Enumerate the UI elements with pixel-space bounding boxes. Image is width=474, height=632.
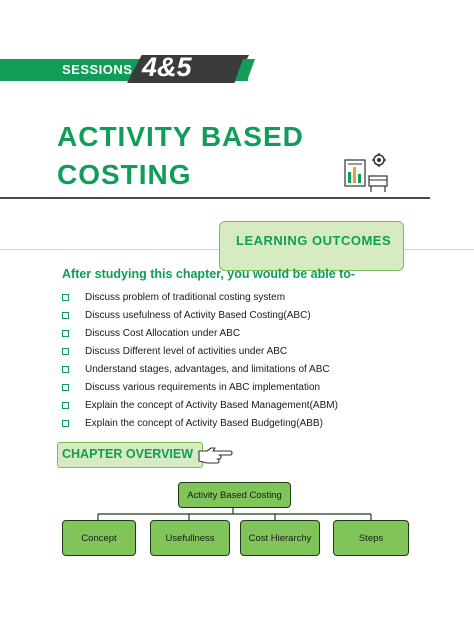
pointing-hand-icon (197, 445, 233, 465)
outcome-list (62, 288, 338, 433)
list-item (62, 415, 338, 433)
checkbox-bullet-icon (62, 366, 69, 373)
list-item (62, 288, 338, 306)
node-label: Activity Based Costing (187, 489, 282, 501)
outcome-text: Discuss usefulness of Activity Based Costing(ABC) (85, 309, 311, 321)
list-item (62, 342, 338, 360)
diagram-node-usefullness (150, 520, 230, 556)
outcome-text: Discuss Cost Allocation under ABC (85, 327, 241, 339)
outcome-text: Discuss various requirements in ABC implementation (85, 382, 321, 394)
title-divider (0, 197, 430, 199)
list-item (62, 378, 338, 396)
outcome-text: Explain the concept of Activity Based Management(ABM) (85, 400, 338, 412)
list-item (62, 397, 338, 415)
checkbox-bullet-icon (62, 420, 69, 427)
diagram-node-concept (62, 520, 136, 556)
diagram-node-cost-hierarchy (240, 520, 320, 556)
list-item (62, 324, 338, 342)
learning-outcomes-heading: LEARNING OUTCOMES (236, 233, 392, 248)
node-label: Steps (358, 532, 384, 544)
node-label: Usefullness (165, 532, 215, 544)
node-label: Concept (81, 532, 117, 544)
checkbox-bullet-icon (62, 312, 69, 319)
outcome-text: Explain the concept of Activity Based Budgeting(ABB) (85, 418, 323, 430)
chapter-title (57, 118, 304, 194)
checkbox-bullet-icon (62, 294, 69, 301)
session-number: 4&5 (142, 52, 192, 82)
list-item (62, 360, 338, 378)
outcome-text: Understand stages, advantages, and limitations of ABC (85, 363, 330, 375)
chapter-overview-heading: CHAPTER OVERVIEW (62, 447, 194, 461)
chart-document-icon (343, 152, 391, 194)
checkbox-bullet-icon (62, 330, 69, 337)
outcomes-intro: After studying this chapter, you would be able to- (62, 267, 356, 281)
checkbox-bullet-icon (62, 384, 69, 391)
chapter-title-line2: COSTING (57, 159, 192, 190)
node-label: Cost Hierarchy (248, 532, 312, 544)
diagram-root-node (178, 482, 291, 508)
checkbox-bullet-icon (62, 348, 69, 355)
checkbox-bullet-icon (62, 402, 69, 409)
chapter-title-line1: ACTIVITY BASED (57, 121, 304, 152)
outcome-text: Discuss Different level of activities under ABC (85, 345, 288, 357)
diagram-node-steps (333, 520, 409, 556)
outcome-text: Discuss problem of traditional costing system (85, 291, 286, 303)
list-item (62, 306, 338, 324)
session-label: SESSIONS (62, 62, 133, 77)
